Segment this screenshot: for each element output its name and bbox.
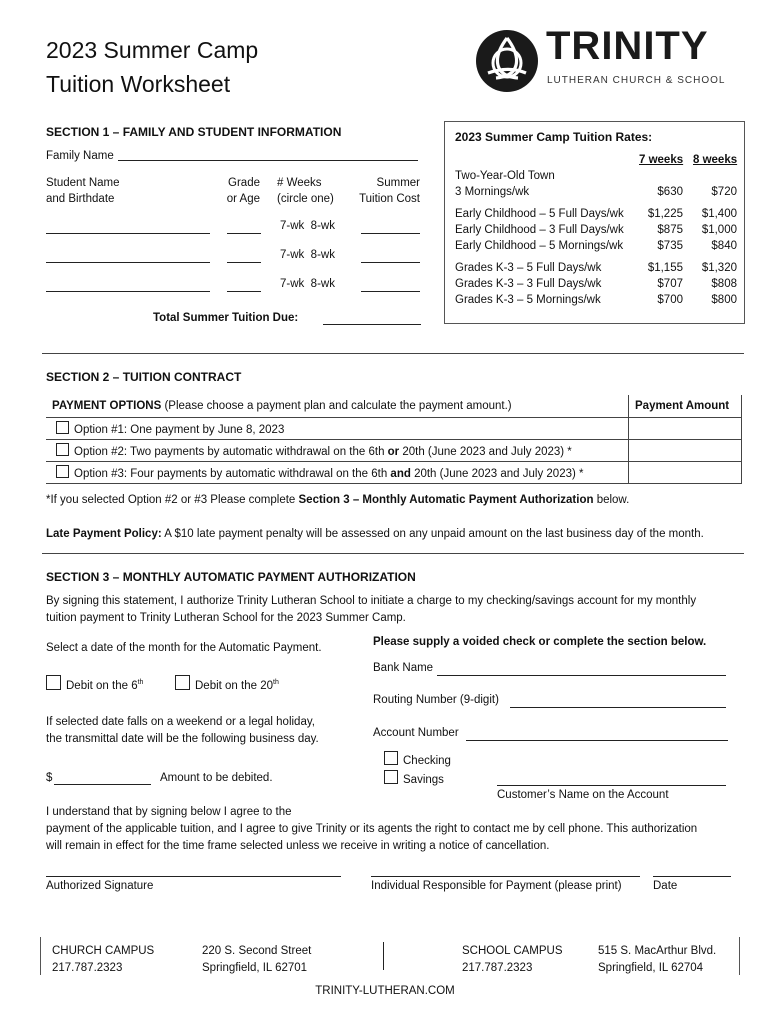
agreement-text-1: I understand that by signing below I agree to the [46, 806, 292, 818]
divider [42, 553, 744, 554]
debit-20th-option[interactable]: Debit on the 20th [175, 675, 279, 692]
amount-debited-label: Amount to be debited. [160, 772, 273, 784]
responsible-name-field[interactable] [371, 876, 640, 877]
rate-row [445, 262, 744, 278]
bank-name-label: Bank Name [373, 662, 434, 674]
section3-heading: SECTION 3 – MONTHLY AUTOMATIC PAYMENT AUTHORIZATION [46, 570, 416, 584]
school-address-2: Springfield, IL 62704 [598, 962, 704, 974]
church-address-1: 220 S. Second Street [202, 945, 312, 957]
debit-amount-field[interactable] [54, 784, 151, 785]
page-title-line2: Tuition Worksheet [46, 71, 231, 97]
rate-8wk: $800 [711, 294, 737, 306]
checking-option[interactable]: Checking [384, 751, 451, 767]
rate-7wk: $700 [657, 294, 683, 306]
authorization-text-2: tuition payment to Trinity Lutheran School for the 2023 Summer Camp. [46, 612, 406, 624]
rate-label: Grades K-3 – 5 Mornings/wk [455, 294, 601, 306]
footer [0, 932, 770, 1012]
rate-7wk: $1,225 [647, 208, 683, 220]
rate-row [445, 240, 744, 256]
grade-header: Grade or Age [226, 177, 260, 205]
agreement-text-2: payment of the applicable tuition, and I agree to give Trinity or its agents the right to contact me by cell phone. This authorization [46, 823, 698, 835]
section3-note: *If you selected Option #2 or #3 Please complete Section 3 – Monthly Automatic Payment Authorization below. [46, 494, 630, 506]
option1-amount-field[interactable] [629, 418, 741, 439]
cost-header: Summer Tuition Cost [359, 177, 420, 205]
grade-field-2[interactable] [227, 262, 261, 263]
routing-number-field[interactable] [510, 707, 726, 708]
tuition-rates-box [444, 121, 745, 324]
rate-row [445, 224, 744, 240]
dollar-sign: $ [46, 772, 53, 784]
weekend-note-2: the transmittal date will be the following business day. [46, 733, 319, 745]
responsible-party-label: Individual Responsible for Payment (please print) [371, 880, 622, 892]
option2-checkbox[interactable] [56, 443, 69, 456]
rate-7wk: $630 [657, 186, 683, 198]
rate-label: Early Childhood – 3 Full Days/wk [455, 224, 624, 236]
debit-20th-checkbox[interactable] [175, 675, 190, 690]
cost-field-3[interactable] [361, 291, 420, 292]
signature-field[interactable] [46, 876, 341, 877]
section1-heading: SECTION 1 – FAMILY AND STUDENT INFORMATION [46, 125, 342, 139]
section2-heading: SECTION 2 – TUITION CONTRACT [46, 370, 242, 384]
cost-field-1[interactable] [361, 233, 420, 234]
logo-subtitle: LUTHERAN CHURCH & SCHOOL [547, 75, 726, 86]
school-campus-label: SCHOOL CAMPUS [462, 945, 563, 957]
select-date-label: Select a date of the month for the Automatic Payment. [46, 642, 322, 654]
family-name-field[interactable] [118, 160, 418, 161]
checking-checkbox[interactable] [384, 751, 398, 765]
weeks-choice-3[interactable]: 7-wk 8-wk [280, 278, 335, 290]
rate-row [445, 278, 744, 294]
rates-heading: 2023 Summer Camp Tuition Rates: [455, 130, 653, 144]
agreement-text-3: will remain in effect for the time frame selected unless we receive in writing a notice of cancellation. [46, 840, 550, 852]
customer-name-label: Customer’s Name on the Account [497, 789, 669, 801]
rate-8wk: $808 [711, 278, 737, 290]
voided-check-note: Please supply a voided check or complete the section below. [373, 636, 707, 648]
savings-option[interactable]: Savings [384, 770, 444, 786]
weekend-note-1: If selected date falls on a weekend or a legal holiday, [46, 716, 315, 728]
account-number-label: Account Number [373, 727, 459, 739]
weeks-choice-2[interactable]: 7-wk 8-wk [280, 249, 335, 261]
page-title-line1: 2023 Summer Camp [46, 37, 259, 63]
option3-row[interactable]: Option #3: Four payments by automatic withdrawal on the 6th and 20th (June 2023 and July 2023) * [56, 465, 584, 480]
rate-row [445, 186, 744, 202]
date-field[interactable] [653, 876, 731, 877]
weeks-header: # Weeks (circle one) [277, 177, 334, 205]
logo-name: TRINITY [546, 24, 709, 68]
option1-checkbox[interactable] [56, 421, 69, 434]
rate-8wk: $1,400 [701, 208, 737, 220]
cost-field-2[interactable] [361, 262, 420, 263]
rate-label: Two-Year-Old Town [455, 170, 555, 182]
authorization-text-1: By signing this statement, I authorize Trinity Lutheran School to initiate a charge to my checking/savings account for my monthly [46, 595, 697, 607]
rate-7wk: $875 [657, 224, 683, 236]
rate-row [445, 294, 744, 310]
debit-6th-option[interactable]: Debit on the 6th [46, 675, 143, 692]
option1-row[interactable]: Option #1: One payment by June 8, 2023 [56, 421, 284, 436]
student-name-field-1[interactable] [46, 233, 210, 234]
rate-row [445, 170, 744, 186]
divider [42, 353, 744, 354]
authorized-signature-label: Authorized Signature [46, 880, 154, 892]
total-due-field[interactable] [323, 324, 421, 325]
student-name-field-3[interactable] [46, 291, 210, 292]
rate-8wk: $840 [711, 240, 737, 252]
weeks-choice-1[interactable]: 7-wk 8-wk [280, 220, 335, 232]
grade-field-3[interactable] [227, 291, 261, 292]
rates-col-8wk: 8 weeks [693, 154, 738, 166]
rate-label: Grades K-3 – 3 Full Days/wk [455, 278, 602, 290]
option3-amount-field[interactable] [629, 462, 741, 483]
bank-name-field[interactable] [437, 675, 726, 676]
rate-7wk: $707 [657, 278, 683, 290]
rate-8wk: $1,000 [701, 224, 737, 236]
rate-label: 3 Mornings/wk [455, 186, 530, 198]
option3-checkbox[interactable] [56, 465, 69, 478]
school-phone: 217.787.2323 [462, 962, 533, 974]
rate-7wk: $1,155 [647, 262, 683, 274]
school-address-1: 515 S. MacArthur Blvd. [598, 945, 717, 957]
payment-amount-header: Payment Amount [635, 400, 730, 412]
student-name-header: Student Name and Birthdate [46, 177, 120, 205]
rates-col-7wk: 7 weeks [639, 154, 684, 166]
payment-options-table [46, 395, 742, 485]
late-payment-policy: Late Payment Policy: A $10 late payment penalty will be assessed on any unpaid amount on the last business day of the month. [46, 528, 704, 540]
customer-name-field[interactable] [497, 785, 726, 786]
rate-label: Early Childhood – 5 Mornings/wk [455, 240, 624, 252]
grade-field-1[interactable] [227, 233, 261, 234]
church-campus-label: CHURCH CAMPUS [52, 945, 155, 957]
family-name-label: Family Name [46, 150, 114, 162]
routing-number-label: Routing Number (9-digit) [373, 694, 499, 706]
savings-checkbox[interactable] [384, 770, 398, 784]
rate-row [445, 208, 744, 224]
trinity-logo [474, 26, 734, 106]
payment-options-header: PAYMENT OPTIONS (Please choose a payment plan and calculate the payment amount.) [52, 400, 512, 412]
website-link[interactable]: TRINITY-LUTHERAN.COM [315, 985, 455, 997]
rate-7wk: $735 [657, 240, 683, 252]
date-label: Date [653, 880, 678, 892]
total-due-label: Total Summer Tuition Due: [153, 312, 299, 324]
option2-amount-field[interactable] [629, 440, 741, 461]
account-number-field[interactable] [466, 740, 728, 741]
rate-label: Early Childhood – 5 Full Days/wk [455, 208, 624, 220]
student-name-field-2[interactable] [46, 262, 210, 263]
debit-6th-checkbox[interactable] [46, 675, 61, 690]
rate-label: Grades K-3 – 5 Full Days/wk [455, 262, 602, 274]
triquetra-icon [474, 28, 540, 94]
rate-8wk: $720 [711, 186, 737, 198]
church-phone: 217.787.2323 [52, 962, 123, 974]
church-address-2: Springfield, IL 62701 [202, 962, 308, 974]
rate-8wk: $1,320 [701, 262, 737, 274]
option2-row[interactable]: Option #2: Two payments by automatic withdrawal on the 6th or 20th (June 2023 and July 2023) * [56, 443, 572, 458]
